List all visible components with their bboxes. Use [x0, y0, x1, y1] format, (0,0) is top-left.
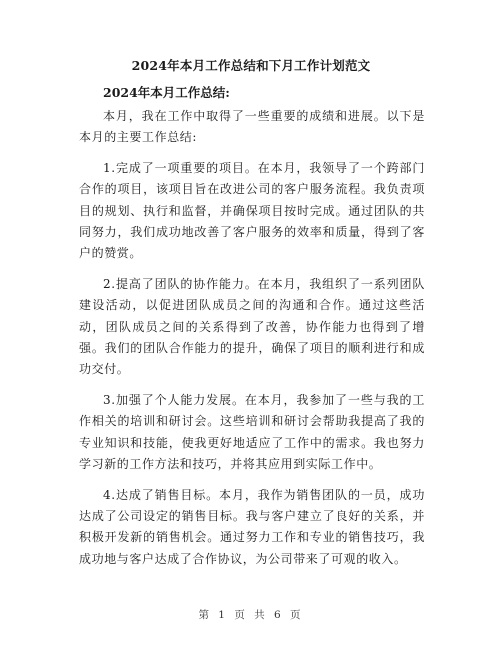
paragraph-intro: 本月，我在工作中取得了一些重要的成绩和进展。以下是本月的主要工作总结:	[79, 109, 425, 145]
document-body	[79, 106, 425, 579]
page-number-footer: 第 1 页 共 6 页	[198, 609, 304, 621]
paragraph-item-3: 3.加强了个人能力发展。在本月，我参加了一些与我的工作相关的培训和研讨会。这些培训和研讨会帮助我提高了我的专业知识和技能，使我更好地适应了工作中的需求。我也努力学习新的工作方法和技巧，并将其应用到实际工作中。	[79, 392, 425, 472]
section-heading: 2024年本月工作总结:	[103, 85, 230, 100]
document-title: 2024年本月工作总结和下月工作计划范文	[131, 58, 371, 73]
paragraph-item-1: 1.完成了一项重要的项目。在本月，我领导了一个跨部门合作的项目，该项目旨在改进公司的客户服务流程。我负责项目的规划、执行和监督，并确保项目按时完成。通过团队的共同努力，我们成功地改善了客户服务的效率和质量，得到了客户的赞赏。	[79, 160, 425, 261]
paragraph-item-4: 4.达成了销售目标。本月，我作为销售团队的一员，成功达成了公司设定的销售目标。我与客户建立了良好的关系，并积极开发新的销售机会。通过努力工作和专业的销售技巧，我成功地与客户达成了合作协议，为公司带来了可观的收入。	[79, 487, 425, 566]
paragraph-item-2: 2.提高了团队的协作能力。在本月，我组织了一系列团队建设活动，以促进团队成员之间的沟通和合作。通过这些活动，团队成员之间的关系得到了改善，协作能力也得到了增强。我们的团队合作能力的提升，确保了项目的顺利进行和成功交付。	[79, 276, 425, 377]
